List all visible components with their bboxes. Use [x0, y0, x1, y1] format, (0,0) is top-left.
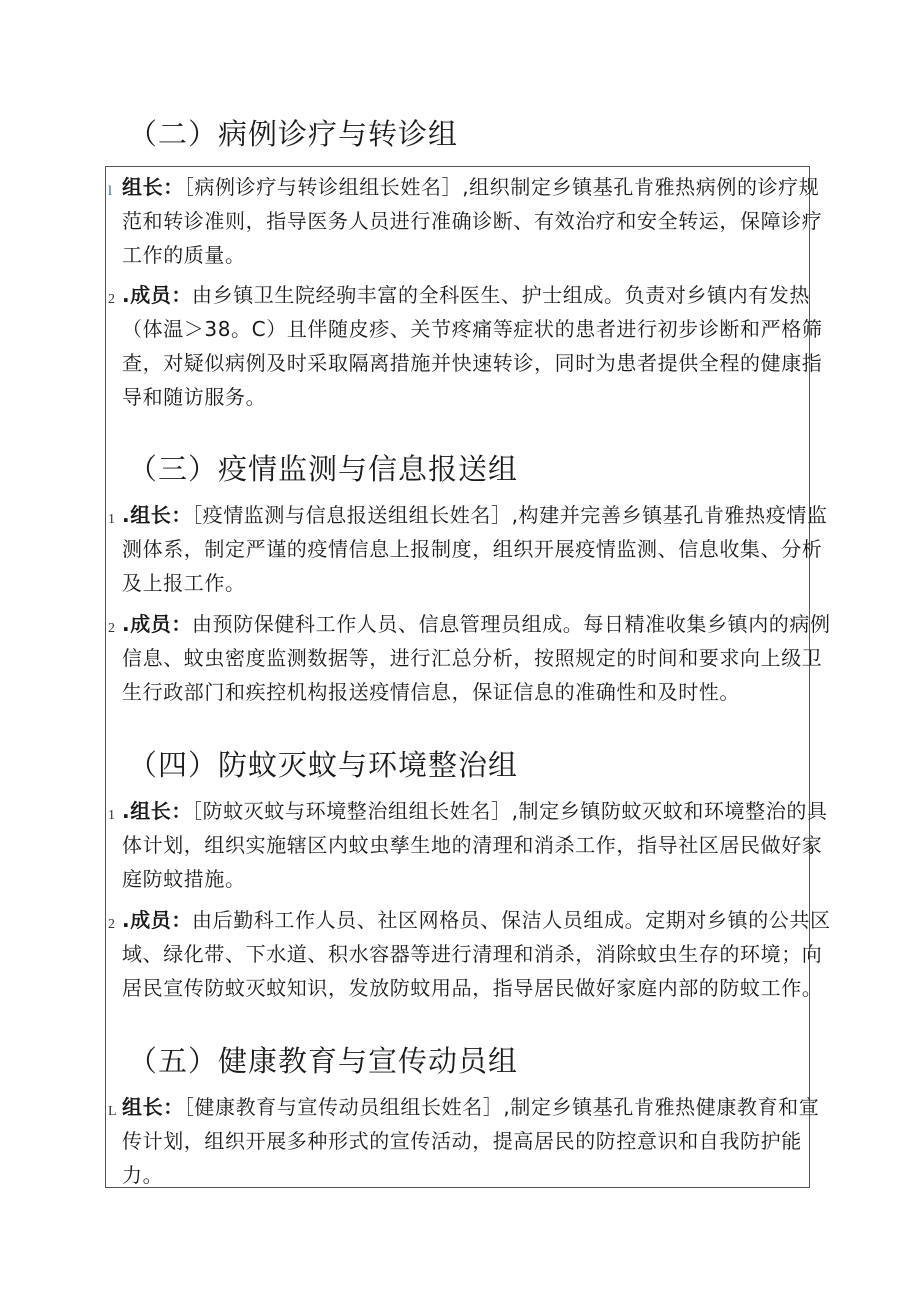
item-text-line: 导和随访服务。	[122, 385, 267, 409]
list-item-mosquito-members	[122, 903, 831, 1005]
item-text-line: 由预防保健科工作人员、信息管理员组成。每日精准收集乡镇内的病例	[192, 612, 831, 636]
section-heading-health-education: （五）健康教育与宣传动员组	[128, 1044, 519, 1078]
item-text-line: ［防蚊灭蚊与环境整治组组长姓名］,制定乡镇防蚊灭蚊和环境整治的具	[192, 799, 828, 823]
item-label: .组长：	[122, 503, 192, 527]
item-text-line: ［病例诊疗与转诊组组长姓名］,组织制定乡镇基孔肯雅热病例的诊疗规	[183, 175, 820, 199]
section-heading-mosquito-control: （四）防蚊灭蚊与环境整治组	[128, 748, 519, 782]
item-number: L	[108, 1104, 117, 1119]
item-text-line: 由乡镇卫生院经驹丰富的全科医生、护士组成。负责对乡镇内有发热	[192, 283, 810, 307]
item-label: .组长：	[122, 799, 192, 823]
item-label: 组长：	[122, 175, 184, 199]
item-text-line: 范和转诊准则，指导医务人员进行准确诊断、有效治疗和安全转运，保障诊疗	[122, 209, 823, 233]
item-text-line: 工作的质量。	[122, 243, 246, 267]
item-number: 2	[108, 621, 115, 636]
item-text-line: 查，对疑似病例及时采取隔离措施并快速转诊，同时为患者提供全程的健康指	[122, 351, 823, 375]
item-number: l	[108, 184, 112, 199]
item-number: 1	[108, 512, 115, 527]
list-item-diagnosis-leader	[122, 170, 823, 272]
item-text-line: 居民宣传防蚊灭蚊知识，发放防蚊用品，指导居民做好家庭内部的防蚊工作。	[122, 976, 823, 1000]
item-text-line: 体计划，组织实施辖区内蚊虫孳生地的清理和消杀工作，指导社区居民做好家	[122, 833, 823, 857]
section-heading-monitoring: （三）疫情监测与信息报送组	[128, 452, 519, 486]
item-text-line: 及上报工作。	[122, 571, 246, 595]
item-number: 2	[108, 917, 115, 932]
item-text-line: ［疫情监测与信息报送组组长姓名］,构建并完善乡镇基孔肯雅热疫情监	[192, 503, 828, 527]
item-number: 2	[108, 292, 115, 307]
section-heading-diagnosis: （二）病例诊疗与转诊组	[128, 117, 459, 151]
item-text-line: （体温＞38。C）且伴随皮疹、关节疼痛等症状的患者进行初步诊断和严格筛	[122, 317, 823, 341]
item-text-line: 测体系，制定严谨的疫情信息上报制度，组织开展疫情监测、信息收集、分析	[122, 537, 823, 561]
item-label: .成员：	[122, 612, 192, 636]
item-label: 组长：	[122, 1095, 184, 1119]
item-text-line: 传计划，组织开展多种形式的宣传活动，提高居民的防控意识和自我防护能	[122, 1129, 802, 1153]
list-item-monitoring-leader	[122, 498, 828, 600]
list-item-monitoring-members	[122, 607, 831, 709]
list-item-mosquito-leader	[122, 794, 828, 896]
item-text-line: 生行政部门和疾控机构报送疫情信息，保证信息的准确性和及时性。	[122, 680, 740, 704]
item-text-line: 力。	[122, 1163, 164, 1187]
item-text-line: 庭防蚊措施。	[122, 867, 246, 891]
item-label: .成员：	[122, 908, 192, 932]
item-text-line: 域、绿化带、下水道、积水容器等进行清理和消杀，消除蚊虫生存的环境；向	[122, 942, 823, 966]
item-text-line: ［健康教育与宣传动员组组长姓名］,制定乡镇基孔肯雅热健康教育和宣	[183, 1095, 820, 1119]
item-text-line: 由后勤科工作人员、社区网格员、保洁人员组成。定期对乡镇的公共区	[192, 908, 831, 932]
item-label: .成员：	[122, 283, 192, 307]
list-item-diagnosis-members	[122, 278, 823, 414]
item-text-line: 信息、蚊虫密度监测数据等，进行汇总分析，按照规定的时间和要求向上级卫	[122, 646, 823, 670]
item-number: 1	[108, 808, 115, 823]
list-item-education-leader	[122, 1090, 820, 1192]
